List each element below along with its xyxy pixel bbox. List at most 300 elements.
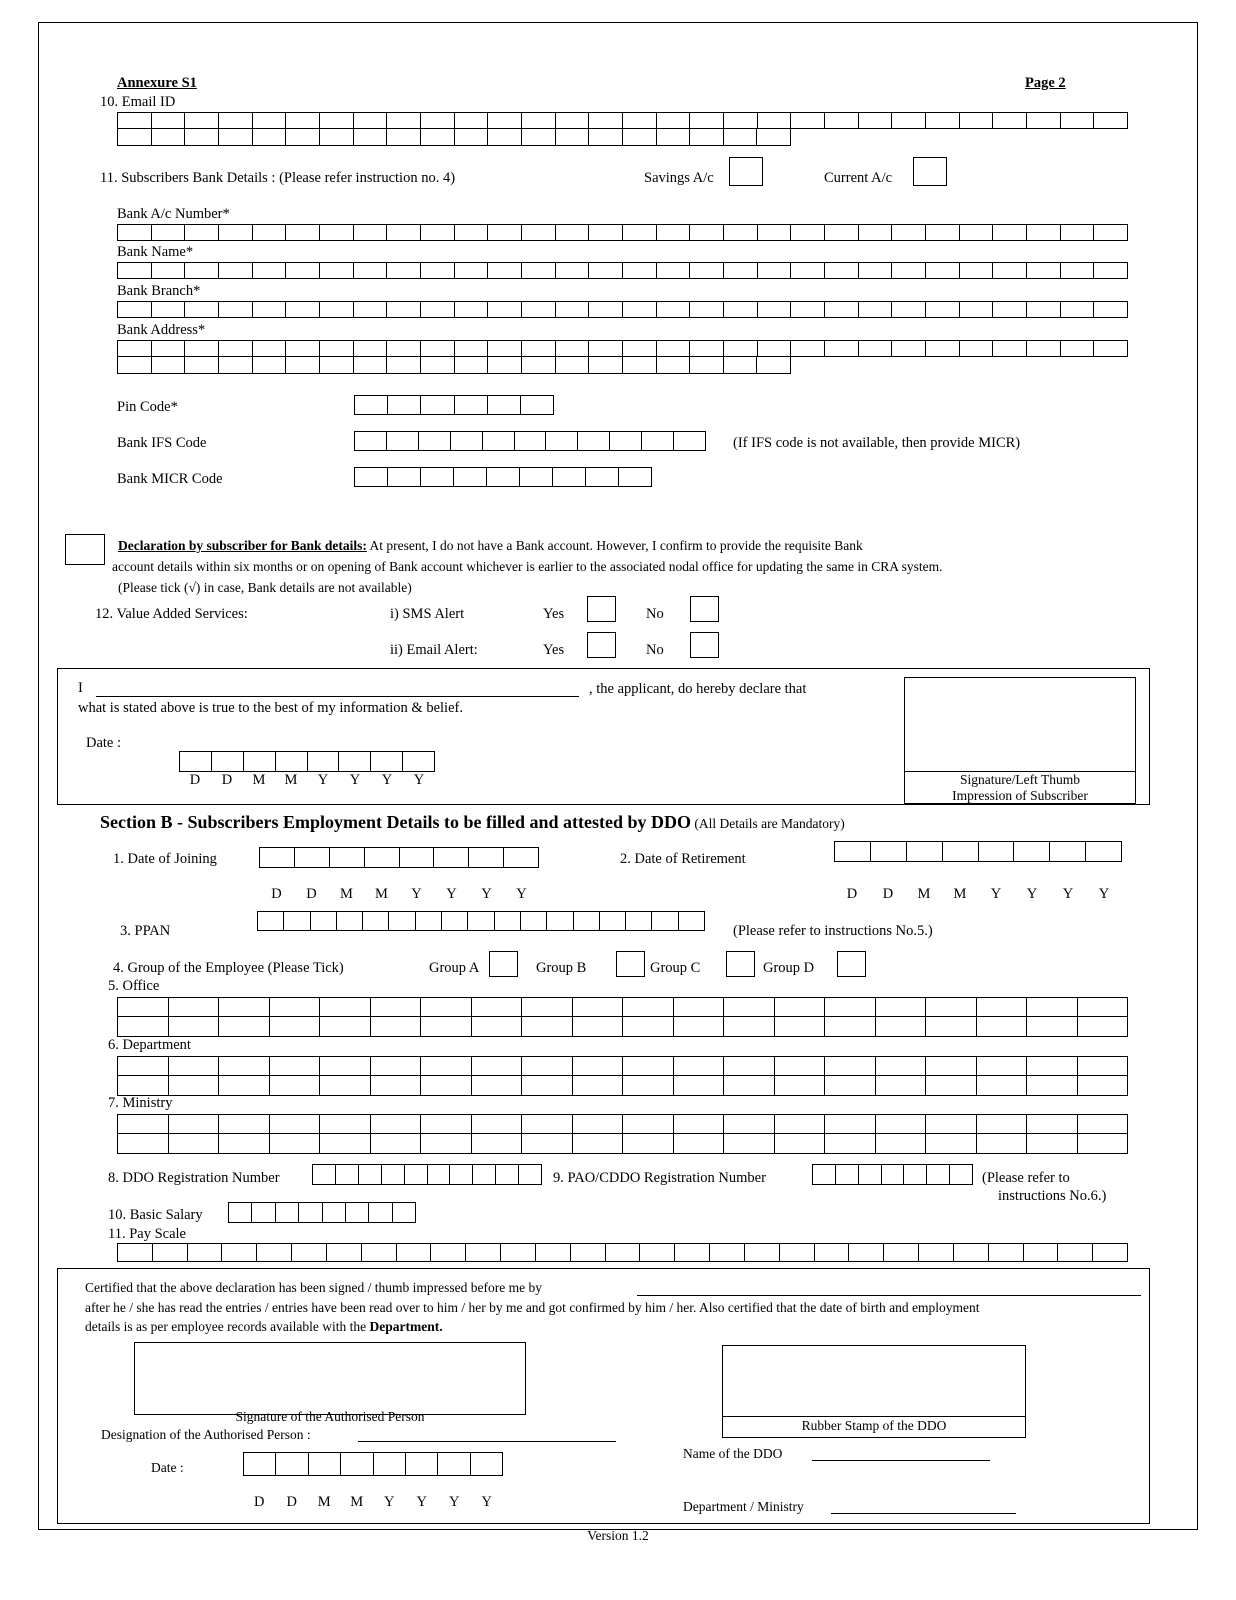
grid-cell[interactable] bbox=[420, 467, 453, 487]
grid-cell[interactable] bbox=[622, 224, 656, 241]
grid-cell[interactable] bbox=[875, 997, 926, 1017]
grid-cell[interactable] bbox=[641, 431, 673, 451]
grid-cell[interactable] bbox=[790, 224, 824, 241]
group-b-checkbox[interactable] bbox=[616, 951, 645, 977]
grid-cell[interactable] bbox=[179, 751, 211, 772]
grid-cell[interactable] bbox=[362, 911, 388, 931]
grid-cell[interactable] bbox=[790, 301, 824, 318]
grid-cell[interactable] bbox=[521, 1134, 572, 1154]
grid-cell[interactable] bbox=[437, 1452, 469, 1476]
grid-cell[interactable] bbox=[117, 224, 151, 241]
grid-cell[interactable] bbox=[465, 1243, 500, 1262]
grid-cell[interactable] bbox=[471, 1017, 522, 1037]
grid-cell[interactable] bbox=[622, 1114, 673, 1134]
grid-cell[interactable] bbox=[308, 1452, 340, 1476]
grid-cell[interactable] bbox=[298, 1202, 321, 1223]
grid-cell[interactable] bbox=[521, 340, 555, 357]
pin-code-grid[interactable] bbox=[354, 395, 554, 415]
grid-cell[interactable] bbox=[184, 340, 218, 357]
grid-cell[interactable] bbox=[618, 467, 652, 487]
grid-cell[interactable] bbox=[322, 1202, 345, 1223]
grid-cell[interactable] bbox=[252, 112, 286, 129]
grid-cell[interactable] bbox=[959, 262, 993, 279]
grid-cell[interactable] bbox=[774, 997, 825, 1017]
grid-cell[interactable] bbox=[345, 1202, 368, 1223]
grid-cell[interactable] bbox=[151, 262, 185, 279]
grid-cell[interactable] bbox=[521, 1056, 572, 1076]
grid-cell[interactable] bbox=[953, 1243, 988, 1262]
grid-cell[interactable] bbox=[503, 847, 539, 868]
grid-cell[interactable] bbox=[518, 1164, 542, 1185]
grid-cell[interactable] bbox=[168, 1076, 219, 1096]
grid-cell[interactable] bbox=[471, 997, 522, 1017]
grid-cell[interactable] bbox=[555, 262, 589, 279]
grid-cell[interactable] bbox=[656, 112, 690, 129]
grid-cell[interactable] bbox=[572, 1017, 623, 1037]
grid-cell[interactable] bbox=[1049, 841, 1085, 862]
grid-cell[interactable] bbox=[689, 112, 723, 129]
grid-cell[interactable] bbox=[689, 262, 723, 279]
grid-cell[interactable] bbox=[168, 1056, 219, 1076]
email-id-grid-row1[interactable] bbox=[117, 112, 1128, 129]
grid-cell[interactable] bbox=[535, 1243, 570, 1262]
grid-cell[interactable] bbox=[354, 467, 387, 487]
grid-cell[interactable] bbox=[622, 340, 656, 357]
grid-cell[interactable] bbox=[976, 1114, 1027, 1134]
grid-cell[interactable] bbox=[319, 357, 353, 374]
grid-cell[interactable] bbox=[723, 1076, 774, 1096]
grid-cell[interactable] bbox=[211, 751, 243, 772]
grid-cell[interactable] bbox=[420, 1114, 471, 1134]
grid-cell[interactable] bbox=[338, 751, 370, 772]
grid-cell[interactable] bbox=[622, 997, 673, 1017]
grid-cell[interactable] bbox=[252, 301, 286, 318]
grid-cell[interactable] bbox=[622, 112, 656, 129]
grid-cell[interactable] bbox=[454, 357, 488, 374]
grid-cell[interactable] bbox=[555, 129, 589, 146]
grid-cell[interactable] bbox=[1026, 112, 1060, 129]
grid-cell[interactable] bbox=[875, 1076, 926, 1096]
grid-cell[interactable] bbox=[599, 911, 625, 931]
grid-cell[interactable] bbox=[387, 467, 420, 487]
grid-cell[interactable] bbox=[472, 1164, 495, 1185]
grid-cell[interactable] bbox=[151, 224, 185, 241]
grid-cell[interactable] bbox=[252, 262, 286, 279]
grid-cell[interactable] bbox=[709, 1243, 744, 1262]
grid-cell[interactable] bbox=[689, 224, 723, 241]
grid-cell[interactable] bbox=[187, 1243, 222, 1262]
grid-cell[interactable] bbox=[117, 262, 151, 279]
grid-cell[interactable] bbox=[678, 911, 705, 931]
grid-cell[interactable] bbox=[673, 997, 724, 1017]
grid-cell[interactable] bbox=[168, 1114, 219, 1134]
grid-cell[interactable] bbox=[883, 1243, 918, 1262]
grid-cell[interactable] bbox=[858, 1164, 881, 1185]
grid-cell[interactable] bbox=[622, 357, 656, 374]
grid-cell[interactable] bbox=[881, 1164, 904, 1185]
grid-cell[interactable] bbox=[386, 431, 418, 451]
grid-cell[interactable] bbox=[151, 112, 185, 129]
grid-cell[interactable] bbox=[1026, 224, 1060, 241]
sms-alert-yes-checkbox[interactable] bbox=[587, 596, 616, 622]
grid-cell[interactable] bbox=[1026, 1076, 1077, 1096]
grid-cell[interactable] bbox=[117, 1017, 168, 1037]
grid-cell[interactable] bbox=[858, 301, 892, 318]
grid-cell[interactable] bbox=[487, 340, 521, 357]
email-alert-yes-checkbox[interactable] bbox=[587, 632, 616, 658]
grid-cell[interactable] bbox=[487, 395, 520, 415]
grid-cell[interactable] bbox=[723, 1134, 774, 1154]
grid-cell[interactable] bbox=[370, 1134, 421, 1154]
grid-cell[interactable] bbox=[673, 1056, 724, 1076]
grid-cell[interactable] bbox=[622, 262, 656, 279]
grid-cell[interactable] bbox=[430, 1243, 465, 1262]
pao-registration-grid[interactable] bbox=[812, 1164, 973, 1185]
grid-cell[interactable] bbox=[723, 357, 757, 374]
grid-cell[interactable] bbox=[824, 1114, 875, 1134]
grid-cell[interactable] bbox=[291, 1243, 326, 1262]
grid-cell[interactable] bbox=[454, 301, 488, 318]
grid-cell[interactable] bbox=[420, 357, 454, 374]
grid-cell[interactable] bbox=[774, 1056, 825, 1076]
grid-cell[interactable] bbox=[942, 841, 978, 862]
grid-cell[interactable] bbox=[243, 751, 275, 772]
grid-cell[interactable] bbox=[521, 997, 572, 1017]
grid-cell[interactable] bbox=[454, 340, 488, 357]
grid-cell[interactable] bbox=[420, 1076, 471, 1096]
grid-cell[interactable] bbox=[625, 911, 651, 931]
grid-cell[interactable] bbox=[353, 262, 387, 279]
grid-cell[interactable] bbox=[449, 1164, 472, 1185]
grid-cell[interactable] bbox=[471, 1134, 522, 1154]
grid-cell[interactable] bbox=[283, 911, 309, 931]
grid-cell[interactable] bbox=[285, 301, 319, 318]
bank-ifs-code-grid[interactable] bbox=[354, 431, 706, 451]
grid-cell[interactable] bbox=[1026, 340, 1060, 357]
grid-cell[interactable] bbox=[757, 112, 791, 129]
grid-cell[interactable] bbox=[1060, 224, 1094, 241]
grid-cell[interactable] bbox=[656, 340, 690, 357]
grid-cell[interactable] bbox=[370, 997, 421, 1017]
grid-cell[interactable] bbox=[312, 1164, 335, 1185]
grid-cell[interactable] bbox=[319, 129, 353, 146]
grid-cell[interactable] bbox=[117, 1134, 168, 1154]
grid-cell[interactable] bbox=[368, 1202, 391, 1223]
grid-cell[interactable] bbox=[386, 301, 420, 318]
grid-cell[interactable] bbox=[487, 129, 521, 146]
grid-cell[interactable] bbox=[824, 262, 858, 279]
grid-cell[interactable] bbox=[976, 1134, 1027, 1154]
grid-cell[interactable] bbox=[988, 1243, 1023, 1262]
rubber-stamp-box[interactable] bbox=[722, 1345, 1026, 1417]
grid-cell[interactable] bbox=[329, 847, 364, 868]
grid-cell[interactable] bbox=[392, 1202, 416, 1223]
grid-cell[interactable] bbox=[420, 129, 454, 146]
grid-cell[interactable] bbox=[387, 395, 420, 415]
date-of-retirement-grid[interactable] bbox=[834, 841, 1122, 862]
grid-cell[interactable] bbox=[285, 112, 319, 129]
grid-cell[interactable] bbox=[386, 129, 420, 146]
grid-cell[interactable] bbox=[723, 224, 757, 241]
grid-cell[interactable] bbox=[269, 997, 320, 1017]
grid-cell[interactable] bbox=[723, 1017, 774, 1037]
grid-cell[interactable] bbox=[251, 1202, 274, 1223]
grid-cell[interactable] bbox=[1092, 1243, 1128, 1262]
grid-cell[interactable] bbox=[420, 997, 471, 1017]
department-grid-row2[interactable] bbox=[117, 1076, 1128, 1096]
grid-cell[interactable] bbox=[1026, 1134, 1077, 1154]
grid-cell[interactable] bbox=[381, 1164, 404, 1185]
grid-cell[interactable] bbox=[978, 841, 1014, 862]
grid-cell[interactable] bbox=[673, 1017, 724, 1037]
grid-cell[interactable] bbox=[774, 1134, 825, 1154]
grid-cell[interactable] bbox=[259, 847, 294, 868]
grid-cell[interactable] bbox=[151, 301, 185, 318]
grid-cell[interactable] bbox=[824, 301, 858, 318]
grid-cell[interactable] bbox=[500, 1243, 535, 1262]
grid-cell[interactable] bbox=[925, 997, 976, 1017]
grid-cell[interactable] bbox=[723, 1056, 774, 1076]
grid-cell[interactable] bbox=[588, 301, 622, 318]
grid-cell[interactable] bbox=[221, 1243, 256, 1262]
grid-cell[interactable] bbox=[673, 431, 706, 451]
grid-cell[interactable] bbox=[834, 841, 870, 862]
grid-cell[interactable] bbox=[353, 224, 387, 241]
grid-cell[interactable] bbox=[184, 129, 218, 146]
grid-cell[interactable] bbox=[588, 112, 622, 129]
grid-cell[interactable] bbox=[605, 1243, 640, 1262]
grid-cell[interactable] bbox=[812, 1164, 835, 1185]
grid-cell[interactable] bbox=[976, 1076, 1027, 1096]
grid-cell[interactable] bbox=[319, 340, 353, 357]
grid-cell[interactable] bbox=[1093, 262, 1128, 279]
grid-cell[interactable] bbox=[307, 751, 339, 772]
grid-cell[interactable] bbox=[218, 357, 252, 374]
grid-cell[interactable] bbox=[252, 357, 286, 374]
grid-cell[interactable] bbox=[588, 224, 622, 241]
grid-cell[interactable] bbox=[396, 1243, 431, 1262]
grid-cell[interactable] bbox=[656, 357, 690, 374]
grid-cell[interactable] bbox=[285, 224, 319, 241]
grid-cell[interactable] bbox=[723, 340, 757, 357]
grid-cell[interactable] bbox=[779, 1243, 814, 1262]
grid-cell[interactable] bbox=[117, 1056, 168, 1076]
grid-cell[interactable] bbox=[386, 224, 420, 241]
grid-cell[interactable] bbox=[875, 1056, 926, 1076]
grid-cell[interactable] bbox=[1026, 1017, 1077, 1037]
grid-cell[interactable] bbox=[656, 262, 690, 279]
grid-cell[interactable] bbox=[875, 1134, 926, 1154]
grid-cell[interactable] bbox=[433, 847, 468, 868]
ministry-grid-row1[interactable] bbox=[117, 1114, 1128, 1134]
department-ministry-blank[interactable] bbox=[831, 1513, 1016, 1514]
grid-cell[interactable] bbox=[420, 395, 453, 415]
grid-cell[interactable] bbox=[326, 1243, 361, 1262]
grid-cell[interactable] bbox=[117, 357, 151, 374]
grid-cell[interactable] bbox=[1093, 112, 1128, 129]
name-of-ddo-blank[interactable] bbox=[812, 1460, 990, 1461]
grid-cell[interactable] bbox=[1026, 1114, 1077, 1134]
grid-cell[interactable] bbox=[824, 224, 858, 241]
grid-cell[interactable] bbox=[588, 262, 622, 279]
grid-cell[interactable] bbox=[218, 262, 252, 279]
grid-cell[interactable] bbox=[1093, 301, 1128, 318]
grid-cell[interactable] bbox=[992, 224, 1026, 241]
grid-cell[interactable] bbox=[353, 112, 387, 129]
grid-cell[interactable] bbox=[824, 997, 875, 1017]
grid-cell[interactable] bbox=[471, 1076, 522, 1096]
grid-cell[interactable] bbox=[723, 112, 757, 129]
grid-cell[interactable] bbox=[336, 911, 362, 931]
grid-cell[interactable] bbox=[294, 847, 329, 868]
grid-cell[interactable] bbox=[1085, 841, 1122, 862]
grid-cell[interactable] bbox=[570, 1243, 605, 1262]
grid-cell[interactable] bbox=[151, 129, 185, 146]
grid-cell[interactable] bbox=[992, 112, 1026, 129]
grid-cell[interactable] bbox=[639, 1243, 674, 1262]
grid-cell[interactable] bbox=[319, 1114, 370, 1134]
grid-cell[interactable] bbox=[319, 1076, 370, 1096]
grid-cell[interactable] bbox=[992, 301, 1026, 318]
grid-cell[interactable] bbox=[848, 1243, 883, 1262]
grid-cell[interactable] bbox=[184, 301, 218, 318]
grid-cell[interactable] bbox=[340, 1452, 372, 1476]
grid-cell[interactable] bbox=[117, 1243, 152, 1262]
grid-cell[interactable] bbox=[370, 1056, 421, 1076]
grid-cell[interactable] bbox=[521, 262, 555, 279]
grid-cell[interactable] bbox=[756, 129, 791, 146]
grid-cell[interactable] bbox=[454, 224, 488, 241]
grid-cell[interactable] bbox=[218, 112, 252, 129]
grid-cell[interactable] bbox=[319, 1017, 370, 1037]
grid-cell[interactable] bbox=[487, 301, 521, 318]
grid-cell[interactable] bbox=[723, 997, 774, 1017]
grid-cell[interactable] bbox=[520, 911, 546, 931]
grid-cell[interactable] bbox=[588, 357, 622, 374]
subscriber-signature-box[interactable] bbox=[904, 677, 1136, 772]
grid-cell[interactable] bbox=[976, 1056, 1027, 1076]
grid-cell[interactable] bbox=[1077, 1114, 1129, 1134]
grid-cell[interactable] bbox=[673, 1134, 724, 1154]
grid-cell[interactable] bbox=[774, 1076, 825, 1096]
grid-cell[interactable] bbox=[470, 1452, 503, 1476]
grid-cell[interactable] bbox=[1026, 262, 1060, 279]
grid-cell[interactable] bbox=[521, 301, 555, 318]
pay-scale-grid[interactable] bbox=[117, 1243, 1128, 1262]
ppan-grid[interactable] bbox=[257, 911, 705, 931]
sms-alert-no-checkbox[interactable] bbox=[690, 596, 719, 622]
grid-cell[interactable] bbox=[310, 911, 336, 931]
grid-cell[interactable] bbox=[151, 340, 185, 357]
grid-cell[interactable] bbox=[925, 112, 959, 129]
grid-cell[interactable] bbox=[117, 112, 151, 129]
grid-cell[interactable] bbox=[269, 1017, 320, 1037]
grid-cell[interactable] bbox=[184, 112, 218, 129]
ministry-grid-row2[interactable] bbox=[117, 1134, 1128, 1154]
grid-cell[interactable] bbox=[835, 1164, 858, 1185]
grid-cell[interactable] bbox=[487, 262, 521, 279]
grid-cell[interactable] bbox=[319, 262, 353, 279]
grid-cell[interactable] bbox=[1093, 224, 1128, 241]
grid-cell[interactable] bbox=[925, 224, 959, 241]
grid-cell[interactable] bbox=[545, 431, 577, 451]
grid-cell[interactable] bbox=[824, 1056, 875, 1076]
bank-branch-grid[interactable] bbox=[117, 301, 1128, 318]
grid-cell[interactable] bbox=[858, 340, 892, 357]
grid-cell[interactable] bbox=[609, 431, 641, 451]
grid-cell[interactable] bbox=[275, 1202, 298, 1223]
office-grid-row2[interactable] bbox=[117, 1017, 1128, 1037]
grid-cell[interactable] bbox=[1013, 841, 1049, 862]
grid-cell[interactable] bbox=[891, 340, 925, 357]
grid-cell[interactable] bbox=[790, 262, 824, 279]
grid-cell[interactable] bbox=[906, 841, 942, 862]
grid-cell[interactable] bbox=[218, 1134, 269, 1154]
savings-ac-checkbox[interactable] bbox=[729, 157, 763, 186]
grid-cell[interactable] bbox=[386, 112, 420, 129]
grid-cell[interactable] bbox=[756, 357, 791, 374]
grid-cell[interactable] bbox=[891, 301, 925, 318]
grid-cell[interactable] bbox=[218, 1076, 269, 1096]
grid-cell[interactable] bbox=[117, 129, 151, 146]
grid-cell[interactable] bbox=[353, 129, 387, 146]
grid-cell[interactable] bbox=[622, 1134, 673, 1154]
grid-cell[interactable] bbox=[875, 1114, 926, 1134]
grid-cell[interactable] bbox=[152, 1243, 187, 1262]
grid-cell[interactable] bbox=[651, 911, 677, 931]
grid-cell[interactable] bbox=[552, 467, 585, 487]
grid-cell[interactable] bbox=[656, 224, 690, 241]
grid-cell[interactable] bbox=[388, 911, 414, 931]
grid-cell[interactable] bbox=[1077, 997, 1129, 1017]
grid-cell[interactable] bbox=[252, 224, 286, 241]
grid-cell[interactable] bbox=[471, 1056, 522, 1076]
grid-cell[interactable] bbox=[420, 1017, 471, 1037]
grid-cell[interactable] bbox=[399, 847, 434, 868]
grid-cell[interactable] bbox=[959, 340, 993, 357]
grid-cell[interactable] bbox=[218, 129, 252, 146]
grid-cell[interactable] bbox=[151, 357, 185, 374]
email-alert-no-checkbox[interactable] bbox=[690, 632, 719, 658]
grid-cell[interactable] bbox=[790, 112, 824, 129]
grid-cell[interactable] bbox=[361, 1243, 396, 1262]
grid-cell[interactable] bbox=[1060, 262, 1094, 279]
grid-cell[interactable] bbox=[674, 1243, 709, 1262]
group-a-checkbox[interactable] bbox=[489, 951, 518, 977]
grid-cell[interactable] bbox=[275, 751, 307, 772]
authorised-person-signature-box[interactable] bbox=[134, 1342, 526, 1415]
grid-cell[interactable] bbox=[117, 301, 151, 318]
grid-cell[interactable] bbox=[420, 1056, 471, 1076]
grid-cell[interactable] bbox=[168, 1134, 219, 1154]
grid-cell[interactable] bbox=[269, 1114, 320, 1134]
grid-cell[interactable] bbox=[858, 224, 892, 241]
grid-cell[interactable] bbox=[689, 357, 723, 374]
grid-cell[interactable] bbox=[572, 1134, 623, 1154]
group-c-checkbox[interactable] bbox=[726, 951, 755, 977]
grid-cell[interactable] bbox=[555, 357, 589, 374]
grid-cell[interactable] bbox=[353, 340, 387, 357]
grid-cell[interactable] bbox=[521, 1017, 572, 1037]
grid-cell[interactable] bbox=[588, 129, 622, 146]
grid-cell[interactable] bbox=[487, 357, 521, 374]
grid-cell[interactable] bbox=[555, 340, 589, 357]
grid-cell[interactable] bbox=[622, 1056, 673, 1076]
grid-cell[interactable] bbox=[386, 340, 420, 357]
grid-cell[interactable] bbox=[353, 301, 387, 318]
grid-cell[interactable] bbox=[555, 224, 589, 241]
grid-cell[interactable] bbox=[521, 357, 555, 374]
